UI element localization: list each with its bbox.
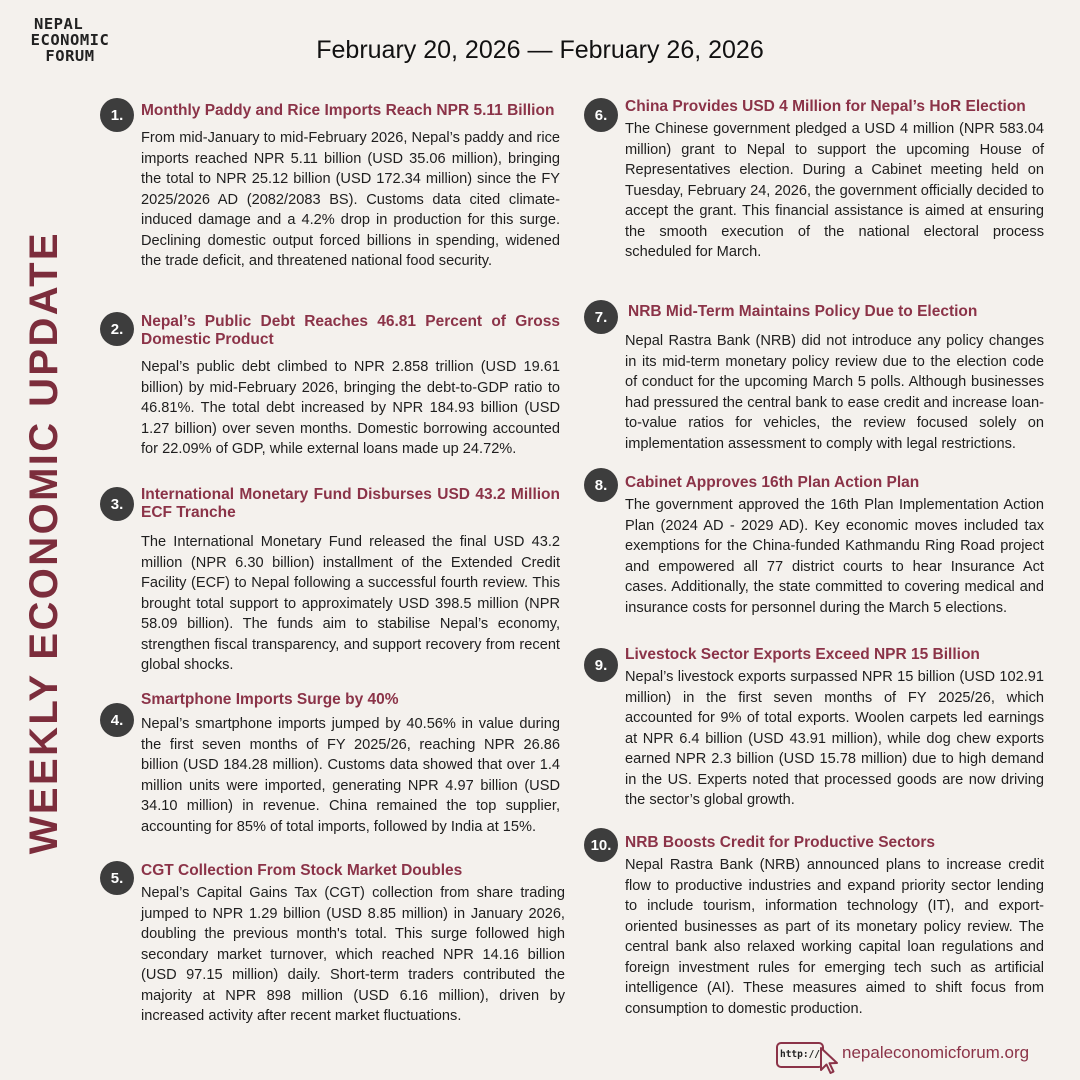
news-item-9 xyxy=(594,646,1044,811)
news-item-8 xyxy=(594,474,1044,618)
item-title: CGT Collection From Stock Market Doubles xyxy=(141,862,463,879)
item-body: The Chinese government pledged a USD 4 million (NPR 583.04 million) grant to Nepal to support the upcoming House of Representatives election. During a Cabinet meeting held on Tuesday, February 24, 2026, the government officially decided to accept the grant. This financial assistance is aimed at ensuring the smooth execution of the national electoral process scheduled for March. xyxy=(625,121,1044,260)
item-title: NRB Boosts Credit for Productive Sectors xyxy=(625,834,936,851)
item-body: The International Monetary Fund released the final USD 43.2 million (NPR 6.30 billion) installment of the Extended Credit Facility (ECF) to Nepal following a successful fourth review. This brought total support to approximately USD 398.5 million (NPR 58.09 billion). The funds aim to stabilise Nepal’s economy, strengthen fiscal transparency, and support recovery from recent global shocks. xyxy=(141,534,560,673)
item-number-badge: 3. xyxy=(100,487,134,521)
news-item-3 xyxy=(110,486,560,676)
item-body: Nepal’s Capital Gains Tax (CGT) collection from share trading jumped to NPR 1.29 billion (USD 8.85 million) in January 2026, doubling the previous month's total. This surge followed high secondary market turnover, which reached NPR 14.16 billion (USD 97.15 million) daily. Short-term traders contributed the majority at NPR 898 million (USD 6.16 million), driven by increased activity after recent market fluctuations. xyxy=(141,885,565,1024)
news-item-2 xyxy=(110,313,560,460)
item-body: From mid-January to mid-February 2026, Nepal’s paddy and rice imports reached NPR 5.11 billion (USD 35.06 million), bringing the total to NPR 25.12 billion (USD 172.34 million) since the FY 2025/2026 AD (2082/2083 BS). Customs data cited climate-induced damage and a 4.2% drop in production for this surge. Declining domestic output forced billions in spending, widened the trade deficit, and threatened national food security. xyxy=(141,130,560,269)
item-title: Monthly Paddy and Rice Imports Reach NPR 5.11 Billion xyxy=(141,102,555,119)
item-number-badge: 8. xyxy=(584,468,618,502)
item-body: Nepal’s public debt climbed to NPR 2.858 trillion (USD 19.61 billion) by mid-February 2026, bringing the debt-to-GDP ratio to 46.81%. The total debt increased by NPR 184.93 billion (USD 1.27 billion) over seven months. Domestic borrowing accounted for 22.09% of GDP, while external loans made up 24.72%. xyxy=(141,359,560,457)
vertical-title xyxy=(12,228,76,858)
item-number-badge: 10. xyxy=(584,828,618,862)
item-number-badge: 7. xyxy=(584,300,618,334)
news-item-6 xyxy=(594,98,1044,263)
item-title: International Monetary Fund Disburses USD 43.2 Million ECF Tranche xyxy=(141,486,560,521)
date-range: February 20, 2026 — February 26, 2026 xyxy=(316,36,764,64)
item-title: Livestock Sector Exports Exceed NPR 15 Billion xyxy=(625,646,980,663)
news-item-7 xyxy=(594,303,1044,454)
item-number-badge: 4. xyxy=(100,703,134,737)
item-number-badge: 9. xyxy=(584,648,618,682)
vertical-title-text: WEEKLY ECONOMIC UPDATE xyxy=(21,231,66,855)
item-title: China Provides USD 4 Million for Nepal’s HoR Election xyxy=(625,98,1026,115)
item-body: Nepal Rastra Bank (NRB) announced plans to increase credit flow to productive industries and expand priority sector lending to include tourism, information technology (IT), and export-oriented businesses as part of its monetary policy review. The central bank also relaxed working capital loan regulations and foreign investment rules for emerging tech such as artificial intelligence (AI). These measures aimed to shift focus from consumption to domestic production. xyxy=(625,857,1044,1017)
item-title: Nepal’s Public Debt Reaches 46.81 Percent of Gross Domestic Product xyxy=(141,313,560,348)
logo-line-nepal: NEPAL xyxy=(34,15,84,33)
news-item-4 xyxy=(110,691,560,837)
item-body: Nepal’s livestock exports surpassed NPR 15 billion (USD 102.91 million) in the first seven months of FY 2025/26, which accounted for 9% of total exports. Woolen carpets led earnings at NPR 6.4 billion (USD 43.91 million), while dog chew exports earned NPR 2.3 billion (USD 15.78 million) due to high demand in the US. Experts noted that processed goods are now driving the sector’s global growth. xyxy=(625,669,1044,808)
item-body: The government approved the 16th Plan Implementation Action Plan (2024 AD - 2029 AD). Key economic moves included tax exemptions for the China-funded Kathmandu Ring Road project and empowered all 77 district courts to hear Insurance Act cases. Additionally, the state committed to covering medical and insurance costs for personnel during the March 5 elections. xyxy=(625,497,1044,616)
item-number-badge: 6. xyxy=(584,98,618,132)
logo-line-forum: FORUM xyxy=(45,47,95,65)
http-badge: http:// xyxy=(776,1042,824,1068)
item-body: Nepal’s smartphone imports jumped by 40.56% in value during the first seven months of FY 2025/26, reaching NPR 26.86 billion (USD 184.28 million). Customs data showed that over 1.4 million units were imported, generating NPR 4.97 billion (USD 34.10 million) in revenue. China remained the top supplier, accounting for 85% of total imports, followed by India at 15%. xyxy=(141,716,560,835)
item-title: Cabinet Approves 16th Plan Action Plan xyxy=(625,474,920,491)
item-number-badge: 1. xyxy=(100,98,134,132)
cursor-icon xyxy=(818,1046,840,1076)
news-item-5 xyxy=(110,862,565,1027)
item-body: Nepal Rastra Bank (NRB) did not introduce any policy changes in its mid-term monetary policy review due to the election code of conduct for the upcoming March 5 polls. Although businesses had pressured the central bank to ease credit and increase loan-to-value ratios for vehicles, the review focused solely on implementation assessment to comply with legal restrictions. xyxy=(625,333,1044,452)
website-url[interactable]: nepaleconomicforum.org xyxy=(842,1043,1030,1062)
item-number-badge: 5. xyxy=(100,861,134,895)
item-title: NRB Mid-Term Maintains Policy Due to Election xyxy=(628,303,978,320)
news-item-1 xyxy=(110,102,560,272)
item-number-badge: 2. xyxy=(100,312,134,346)
item-title: Smartphone Imports Surge by 40% xyxy=(141,691,399,708)
website-link[interactable] xyxy=(776,1040,1056,1074)
logo-line-economic: ECONOMIC xyxy=(30,31,110,49)
news-item-10 xyxy=(590,834,1044,1019)
